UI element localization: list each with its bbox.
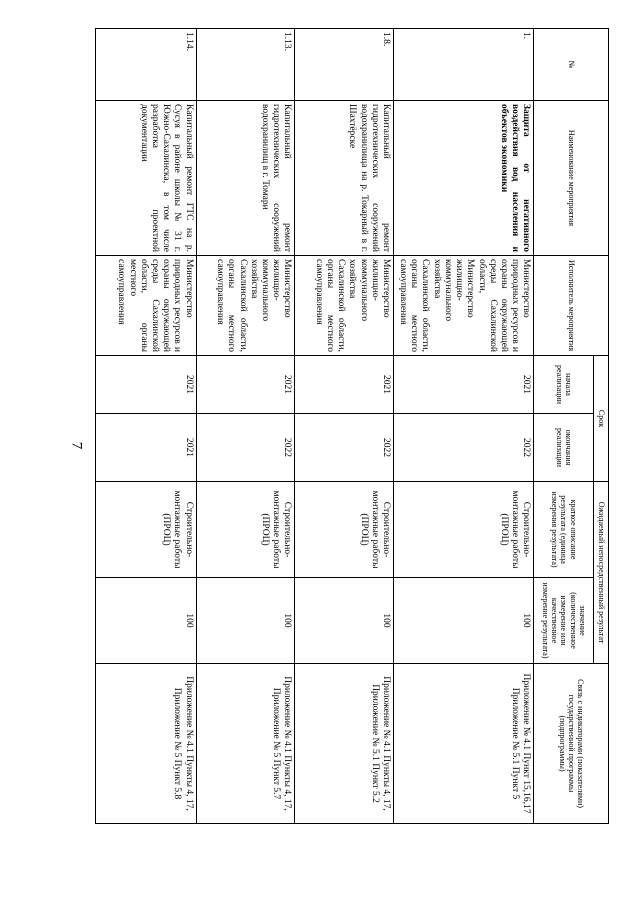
rotated-page [95, 28, 609, 823]
row-name: Капитальный ремонт гидротехнических сооружений водохранилища на р. Токарный в г. Шахтёрске [295, 101, 394, 256]
header-name: Наименование мероприятия [534, 101, 609, 256]
row-num: 1. [393, 29, 533, 101]
row-value: 100 [196, 578, 295, 664]
header-result-value: значение (количественное измерение или качественное измерение результата) [534, 578, 594, 664]
table-row [393, 29, 533, 824]
row-executor: Министерство природных ресурсов и охраны окружающей среды Сахалинской области, органы местного самоуправления [96, 256, 197, 356]
row-start: 2021 [393, 356, 533, 414]
row-executor: Министерство жилищно-коммунального хозяйства Сахалинской области, органы местного самоуправления [196, 256, 295, 356]
header-row-1 [594, 29, 609, 824]
table-row [96, 29, 197, 824]
row-name: Капитальный ремонт ГТС на р. Сусуя в районе школы № 31 г. Южно-Сахалинска, в том числе разработка проектной документации [96, 101, 197, 256]
row-start: 2021 [295, 356, 394, 414]
table-row [295, 29, 394, 824]
row-num: 1.8. [295, 29, 394, 101]
table-row [196, 29, 295, 824]
row-num: 1.13. [196, 29, 295, 101]
header-link: Связь с индикаторами (показателями) государственной программы (подпрограммы) [534, 664, 609, 824]
header-executor: Исполнитель мероприятия [534, 256, 609, 356]
page-number: 7 [68, 441, 85, 450]
row-end: 2022 [196, 414, 295, 482]
row-start: 2021 [96, 356, 197, 414]
row-link: Приложение № 4.1 Пункты 4, 17, Приложение № 5 Пункт 5.8 [96, 664, 197, 824]
row-name: Капитальный ремонт гидротехнических сооружений водохранилищ в г. Томари [196, 101, 295, 256]
header-num: № [534, 29, 609, 101]
row-end: 2021 [96, 414, 197, 482]
row-desc: Строительно-монтажные работы (ПРОЦ) [96, 482, 197, 578]
header-result: Ожидаемый непосредственный результат [594, 482, 609, 664]
header-term: Срок [594, 356, 609, 482]
row-value: 100 [295, 578, 394, 664]
row-name: Защита от негативного воздействия вод населения и объектов экономики [393, 101, 533, 256]
header-term-start: начала реализации [534, 356, 594, 414]
row-link: Приложение № 4.1 Пункты 4, 17, Приложение № 5.1 Пункт 5.2 [295, 664, 394, 824]
row-end: 2022 [393, 414, 533, 482]
row-executor: Министерство жилищно-коммунального хозяйства Сахалинской области, органы местного самоуправления [295, 256, 394, 356]
row-executor: Министерство природных ресурсов и охраны окружающей среды Сахалинской области, Министерство жилищно-коммунального хозяйства Сахалинской области, органы местного самоуправления [393, 256, 533, 356]
table-wrapper [95, 28, 609, 823]
row-desc: Строительно-монтажные работы (ПРОЦ) [393, 482, 533, 578]
row-start: 2021 [196, 356, 295, 414]
row-desc: Строительно-монтажные работы (ПРОЦ) [196, 482, 295, 578]
row-value: 100 [96, 578, 197, 664]
row-link: Приложение № 4.1 Пункты 4, 17, Приложение № 5 Пункт 5.7 [196, 664, 295, 824]
header-term-end: окончания реализации [534, 414, 594, 482]
activities-table [95, 28, 609, 824]
row-link: Приложение № 4.1 Пункт 15,16,17 Приложение № 5.1 Пункт 5 [393, 664, 533, 824]
header-result-desc: краткое описание результата (единица измерения результата) [534, 482, 594, 578]
row-end: 2022 [295, 414, 394, 482]
row-value: 100 [393, 578, 533, 664]
table-body [96, 29, 534, 824]
row-desc: Строительно-монтажные работы (ПРОЦ) [295, 482, 394, 578]
row-num: 1.14. [96, 29, 197, 101]
